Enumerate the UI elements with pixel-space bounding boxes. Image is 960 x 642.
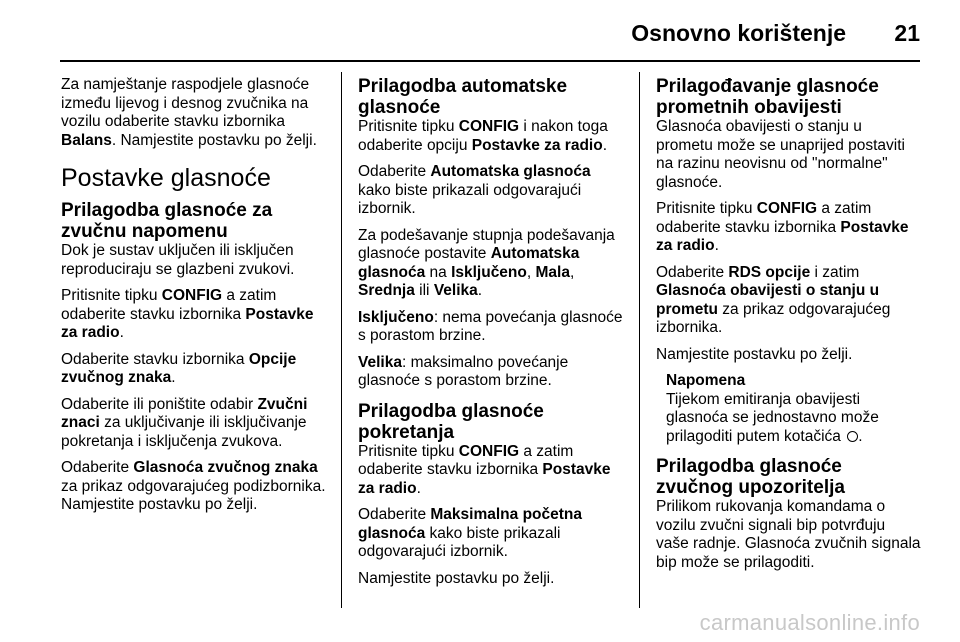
- paragraph: Velika: maksimalno povećanje glasnoće s porastom brzine.: [358, 353, 569, 389]
- paragraph: Pritisnite tipku CONFIG a zatim odaberite stavku izbornika Postavke za radio.: [61, 287, 314, 341]
- section-heading: Postavke glasnoće: [61, 164, 271, 192]
- subsection-heading: Prilagodba automatske glasnoće: [358, 76, 568, 118]
- paragraph: Odaberite Automatska glasnoća kako biste prikazali odgovarajući izbornik.: [358, 163, 591, 217]
- paragraph: Isključeno: nema povećanja glasnoće s porastom brzine.: [358, 308, 623, 344]
- note-heading: Napomena: [666, 372, 746, 389]
- note-box: [666, 372, 922, 446]
- subsection-heading: Prilagođavanje glasnoće prometnih obavijesti: [656, 76, 879, 118]
- paragraph: Odaberite ili poništite odabir Zvučni znaci za uključivanje ili isključivanje pokretanja i isključenja zvukova.: [61, 395, 308, 450]
- intro-paragraph: Za namještanje raspodjele glasnoće između lijevog i desnog zvučnika na vozilu odaberite stavku izbornika Balans. Namjestite postavku po želji.: [61, 76, 317, 149]
- section-title: Osnovno korištenje: [631, 20, 846, 46]
- column-right: [656, 76, 922, 580]
- paragraph: Pritisnite tipku CONFIG i nakon toga odaberite opciju Postavke za radio.: [358, 118, 608, 154]
- paragraph: Odaberite Glasnoća zvučnog znaka za prikaz odgovarajućeg podizbornika. Namjestite postavku po želji.: [61, 459, 326, 513]
- subsection-heading: Prilagodba glasnoće za zvučnu napomenu: [61, 200, 273, 242]
- column-divider: [639, 72, 640, 608]
- paragraph: Odaberite Maksimalna početna glasnoća kako biste prikazali odgovarajući izbornik.: [358, 506, 582, 560]
- paragraph: Pritisnite tipku CONFIG a zatim odaberite stavku izbornika Postavke za radio.: [656, 200, 909, 254]
- paragraph: Pritisnite tipku CONFIG a zatim odaberite stavku izbornika Postavke za radio.: [358, 442, 611, 497]
- paragraph: Namjestite postavku po želji.: [358, 569, 555, 587]
- header-rule: [60, 60, 920, 62]
- knob-icon: [847, 431, 858, 442]
- paragraph: Dok je sustav uključen ili isključen reproduciraju se glazbeni zvukovi.: [61, 242, 295, 278]
- page-header: [0, 0, 960, 62]
- watermark: carmanualsonline.info: [699, 610, 920, 635]
- paragraph: Prilikom rukovanja komandama o vozilu zvučni signali bip potvrđuju vaše radnje. Glasnoća zvučnih signala bip može se prilagoditi.: [656, 498, 921, 571]
- column-left: [61, 76, 327, 523]
- page-number: 21: [894, 20, 920, 46]
- subsection-heading: Prilagodba glasnoće zvučnog upozoritelja: [656, 456, 845, 498]
- paragraph: Odaberite stavku izbornika Opcije zvučnog znaka.: [61, 350, 297, 386]
- column-middle: [358, 76, 624, 596]
- note-text: Tijekom emitiranja obavijesti glasnoća se jednostavno može prilagoditi putem kotačića .: [666, 390, 879, 445]
- subsection-heading: Prilagodba glasnoće pokretanja: [358, 400, 544, 443]
- paragraph: Glasnoća obavijesti o stanju u prometu može se unaprijed postaviti na razinu neovisnu od "normalne" glasnoće.: [656, 118, 905, 191]
- paragraph: Namjestite postavku po želji.: [656, 345, 853, 363]
- paragraph: Za podešavanje stupnja podešavanja glasnoće postavite Automatska glasnoća na Isključeno, Mala, Srednja ili Velika.: [358, 226, 615, 299]
- column-divider: [341, 72, 342, 608]
- paragraph: Odaberite RDS opcije i zatim Glasnoća obavijesti o stanju u prometu za prikaz odgovarajućeg izbornika.: [656, 263, 891, 336]
